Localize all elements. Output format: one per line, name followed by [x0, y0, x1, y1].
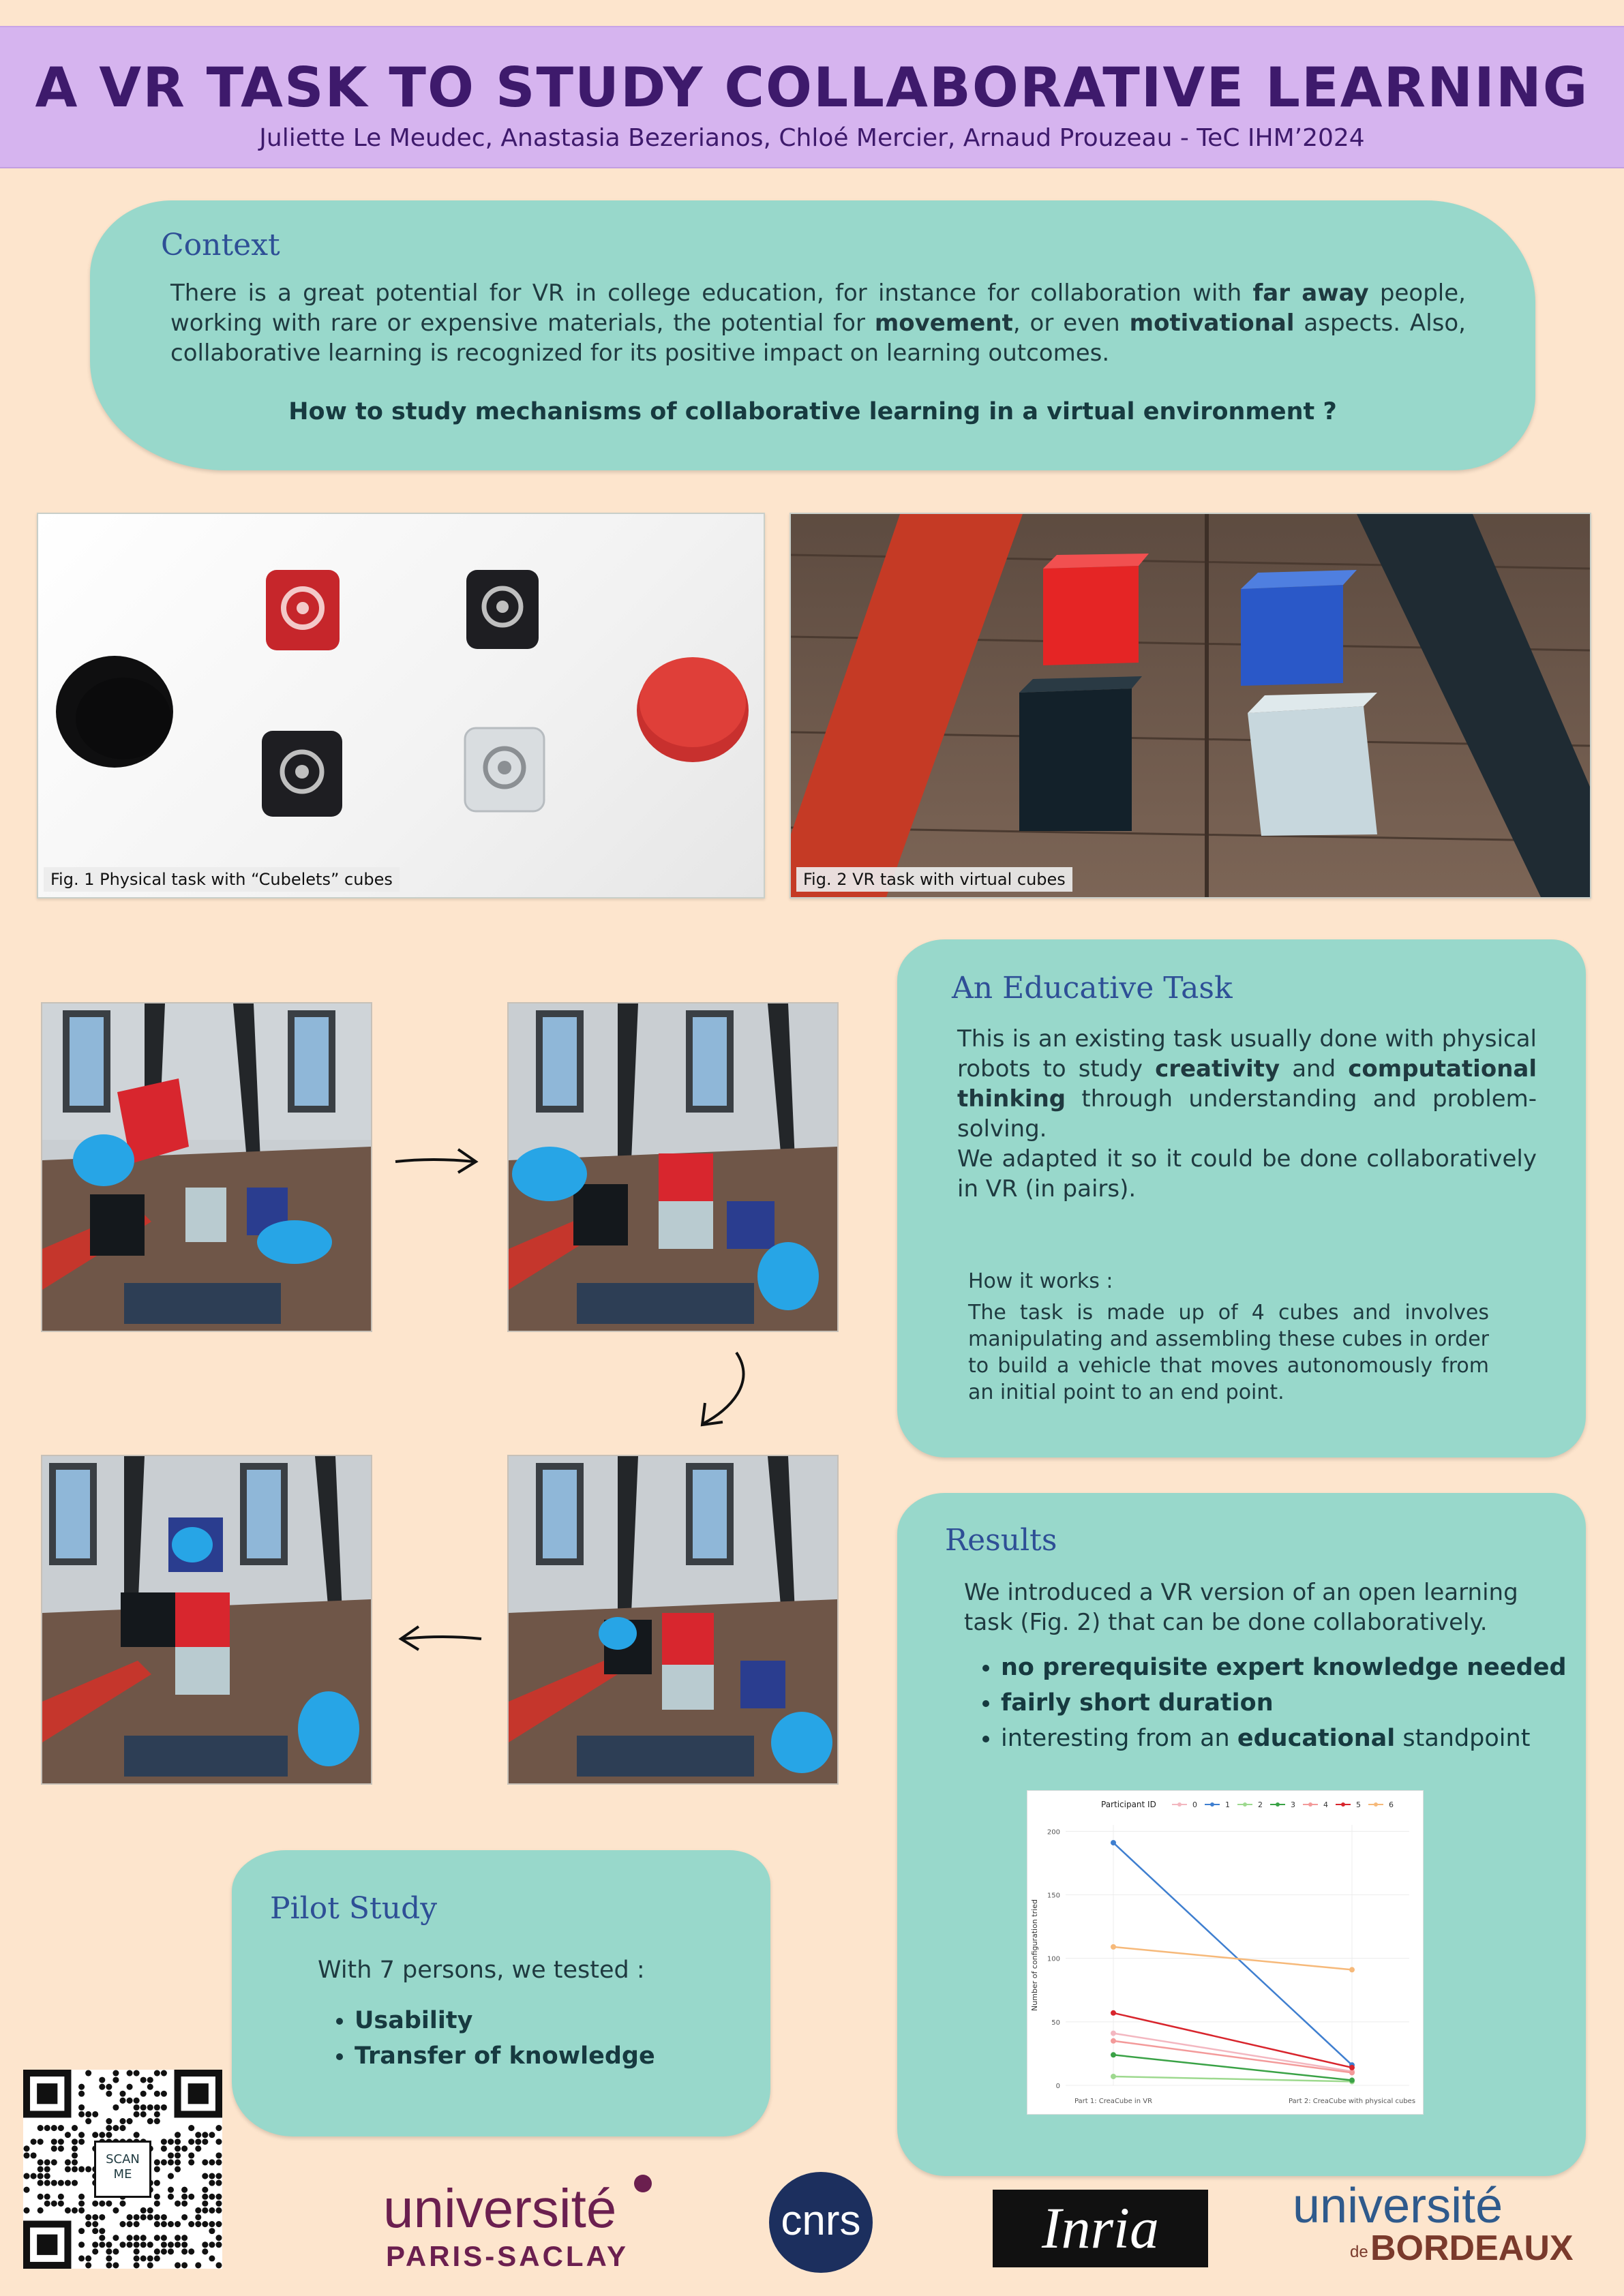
- data-point-4-1: [1349, 2070, 1355, 2075]
- results-chart: [1027, 1790, 1424, 2115]
- paris-saclay-dot-icon: [634, 2175, 652, 2192]
- x-tick-label-1: Part 2: CreaCube with physical cubes: [1288, 2098, 1416, 2105]
- y-tick-label-1: 50: [1051, 2019, 1060, 2027]
- pilot-intro: With 7 persons, we tested :: [318, 1957, 645, 1984]
- vr-cubes-illustration: [791, 514, 1590, 897]
- data-point-5-0: [1111, 2010, 1116, 2016]
- bordeaux-logo-de: de: [1350, 2243, 1368, 2261]
- legend-marker-3: [1276, 1802, 1280, 1807]
- vr-step-1-image: [41, 1002, 372, 1332]
- results-bullet-3: • interesting from an educational standpoint: [1001, 1721, 1587, 1756]
- paris-saclay-logo-bottom: PARIS-SACLAY: [386, 2240, 629, 2272]
- figure-1-caption: Fig. 1 Physical task with “Cubelets” cubes: [44, 867, 400, 892]
- y-axis-label: Number of configuration tried: [1030, 1899, 1039, 2011]
- legend-title: Participant ID: [1101, 1800, 1156, 1809]
- results-title: Results: [945, 1523, 1057, 1558]
- legend-marker-4: [1308, 1802, 1312, 1807]
- data-point-6-0: [1111, 1944, 1116, 1950]
- context-title: Context: [161, 228, 280, 262]
- y-tick-label-2: 100: [1047, 1955, 1060, 1963]
- legend-marker-2: [1243, 1802, 1247, 1807]
- x-tick-label-0: Part 1: CreaCube in VR: [1074, 2098, 1153, 2105]
- series-line-1: [1113, 1843, 1352, 2065]
- data-point-2-0: [1111, 2074, 1116, 2079]
- vr-step-3-image: [507, 1455, 839, 1785]
- arrow-down-left-icon: [695, 1348, 764, 1430]
- y-tick-label-4: 200: [1047, 1828, 1060, 1837]
- paris-saclay-logo-top: université: [383, 2178, 617, 2239]
- data-point-0-0: [1111, 2031, 1116, 2036]
- pilot-title: Pilot Study: [270, 1891, 438, 1926]
- vr-step-4-image: [41, 1455, 372, 1785]
- y-tick-label-3: 150: [1047, 1892, 1060, 1900]
- context-question: How to study mechanisms of collaborative learning in a virtual environment ?: [288, 398, 1337, 425]
- legend-label-1: 1: [1225, 1800, 1230, 1809]
- data-point-1-0: [1111, 1840, 1116, 1845]
- results-intro: We introduced a VR version of an open learning task (Fig. 2) that can be done collaboratively.: [964, 1579, 1518, 1636]
- arrow-left-icon: [395, 1618, 484, 1659]
- results-bullet-1: • no prerequisite expert knowledge needed: [1001, 1650, 1587, 1685]
- authors-line: Juliette Le Meudec, Anastasia Bezerianos, Chloé Mercier, Arnaud Prouzeau - TeC IHM’2024: [259, 124, 1365, 152]
- data-point-6-1: [1349, 1967, 1355, 1972]
- qr-scan-me-label: SCAN ME: [94, 2141, 151, 2198]
- legend-label-0: 0: [1192, 1800, 1197, 1809]
- figure-vr-cubes: [790, 513, 1591, 898]
- legend-label-6: 6: [1389, 1800, 1394, 1809]
- data-point-3-0: [1111, 2052, 1116, 2057]
- qr-finder-top-right: [175, 2070, 222, 2117]
- legend-label-2: 2: [1258, 1800, 1263, 1809]
- legend-label-5: 5: [1356, 1800, 1361, 1809]
- pilot-bullet-1: • Usability: [355, 2003, 764, 2038]
- arrow-right-icon: [393, 1140, 481, 1181]
- data-point-5-1: [1349, 2065, 1355, 2070]
- data-point-3-1: [1349, 2078, 1355, 2083]
- pilot-bullet-2: • Transfer of knowledge: [355, 2038, 764, 2074]
- qr-finder-bottom-left: [23, 2221, 71, 2269]
- y-tick-label-0: 0: [1055, 2083, 1060, 2090]
- qr-finder-top-left: [23, 2070, 71, 2117]
- series-line-0: [1113, 2034, 1352, 2072]
- pilot-list: [318, 2003, 764, 2074]
- data-point-4-0: [1111, 2038, 1116, 2044]
- legend-marker-6: [1374, 1802, 1378, 1807]
- results-bullet-2: • fairly short duration: [1001, 1685, 1587, 1721]
- legend-label-4: 4: [1323, 1800, 1328, 1809]
- bordeaux-logo-top: université: [1293, 2179, 1503, 2233]
- figure-physical-cubes: [37, 513, 765, 898]
- physical-cubes-illustration: [38, 514, 764, 897]
- poster-title: A VR TASK TO STUDY COLLABORATIVE LEARNING: [35, 56, 1589, 119]
- how-it-works-text: The task is made up of 4 cubes and involves manipulating and assembling these cubes in order to build a vehicle that moves autonomously from an initial point to an end point.: [968, 1301, 1489, 1404]
- how-it-works-title: How it works :: [968, 1269, 1113, 1293]
- vr-step-2-image: [507, 1002, 839, 1332]
- legend-marker-5: [1341, 1802, 1345, 1807]
- legend-label-3: 3: [1291, 1800, 1295, 1809]
- context-paragraph: There is a great potential for VR in college education, for instance for collaboration with far away people, working with rare or expensive materials, the potential for movement, or even motivational aspects. Also, collaborative learning is recognized for its positive impact on learning outcomes.: [170, 280, 1466, 367]
- cnrs-logo-text: cnrs: [781, 2197, 861, 2244]
- legend-marker-0: [1177, 1802, 1182, 1807]
- inria-logo-text: Inria: [1042, 2195, 1159, 2261]
- bordeaux-logo-bottom: BORDEAUX: [1370, 2229, 1574, 2268]
- figure-2-caption: Fig. 2 VR task with virtual cubes: [796, 867, 1072, 892]
- qr-code[interactable]: [23, 2070, 222, 2269]
- legend-marker-1: [1210, 1802, 1214, 1807]
- results-list: [964, 1650, 1587, 1756]
- educative-paragraph: This is an existing task usually done with physical robots to study creativity and computational thinking through understanding and problem-solving. We adapted it so it could be done collaboratively in VR (in pairs).: [957, 1025, 1537, 1203]
- chart-svg: [1027, 1791, 1423, 2114]
- educative-title: An Educative Task: [952, 971, 1233, 1006]
